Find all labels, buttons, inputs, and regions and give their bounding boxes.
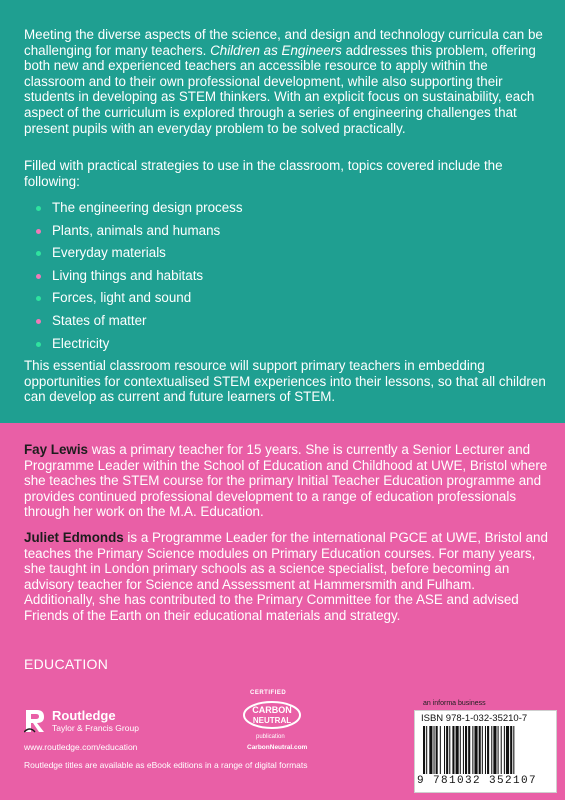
bullet-icon — [36, 319, 41, 324]
list-item: Living things and habitats — [36, 266, 243, 289]
author-bio-2: Juliet Edmonds is a Programme Leader for the international PGCE at UWE, Bristol and teaches the Primary Science modules on Primary Education courses. For many years, she taught in London primary schools as a science specialist, before becoming an advisory teacher for Science and Assessment at Hammersmith and Fulham. Additionally, she has contributed to the Primary Committee for the ASE and advised Friends of the Earth on their educational materials and strategy. — [24, 530, 548, 623]
topics-list — [36, 198, 243, 356]
carbon-publication-label: publication — [256, 734, 285, 740]
bullet-icon — [36, 229, 41, 234]
bullet-icon — [36, 274, 41, 279]
routledge-logo-icon — [24, 708, 46, 734]
bullet-icon — [36, 296, 41, 301]
informa-label: an informa business — [423, 700, 486, 707]
intro-paragraph-2: Filled with practical strategies to use in the classroom, topics covered include the following: — [24, 158, 503, 189]
barcode-digits: 9 781032 352107 — [417, 775, 538, 787]
intro-paragraph-1 — [24, 27, 549, 136]
isbn-text: ISBN 978-1-032-35210-7 — [421, 713, 528, 724]
list-item: Plants, animals and humans — [36, 221, 243, 244]
subject-label: EDUCATION — [24, 656, 109, 672]
book-title: Children as Engineers — [210, 42, 342, 58]
author-name: Juliet Edmonds — [24, 530, 124, 545]
ebook-note: Routledge titles are available as eBook editions in a range of digital formats — [24, 760, 308, 770]
carbon-url: CarbonNeutral.com — [247, 744, 308, 751]
author-name: Fay Lewis — [24, 442, 89, 457]
authors-panel — [0, 423, 565, 800]
list-item: States of matter — [36, 311, 243, 334]
author-bio-1: Fay Lewis was a primary teacher for 15 years. She is currently a Senior Lecturer and Programme Leader within the School of Education and Childhood at UWE, Bristol where she teaches the STEM course for the primary Initial Teacher Education programme and provides continued professional development to a range of education professionals through her work on the M.A. Education. — [24, 442, 548, 520]
publisher-url[interactable]: www.routledge.com/education — [24, 742, 138, 752]
carbon-certified-label: CERTIFIED — [250, 690, 287, 696]
intro-paragraph-3: This essential classroom resource will support primary teachers in embedding opportunities for contextualised STEM experiences into their lessons, so that all children can develop as current and future learners of STEM. — [24, 358, 546, 405]
publisher-block — [24, 706, 224, 756]
carbon-word: CARBON — [252, 705, 292, 715]
bullet-icon — [36, 206, 41, 211]
publisher-group: Taylor & Francis Group — [52, 723, 139, 733]
intro-text: addresses this problem, offering both new and experienced teachers an accessible resource to apply within the classroom and to their own professional development, while also supporting their students in developing as STEM thinkers. With an explicit focus on sustainability, each aspect of the curriculum is explored through a series of engineering challenges that present pupils with an everyday problem to be solved practically. — [24, 42, 536, 136]
carbon-neutral-badge — [222, 686, 322, 766]
bullet-icon — [36, 251, 41, 256]
list-item: Everyday materials — [36, 243, 243, 266]
neutral-word: NEUTRAL — [252, 716, 292, 725]
barcode-icon — [421, 726, 549, 774]
intro-text: Meeting the diverse aspects of the science, and design and technology curricula can be challenging for many teachers. — [24, 27, 543, 58]
bullet-icon — [36, 342, 41, 347]
publisher-name: Routledge — [52, 708, 116, 723]
list-item: Electricity — [36, 334, 243, 357]
barcode-box — [414, 710, 557, 793]
list-item: Forces, light and sound — [36, 288, 243, 311]
carbon-neutral-logo-icon — [242, 700, 302, 730]
list-item: The engineering design process — [36, 198, 243, 221]
